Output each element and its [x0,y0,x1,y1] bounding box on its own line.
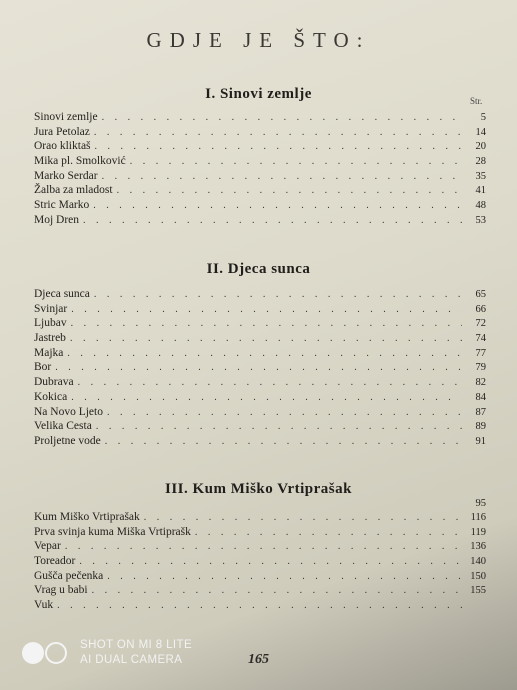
toc-entry [34,598,486,613]
entry-page: 155 [470,585,486,597]
entry-title: Vepar [34,540,61,553]
watermark-line: SHOT ON MI 8 LITE [80,639,193,651]
camera-logo-icon [22,641,66,665]
watermark-text [80,638,192,668]
entry-title: Mika pl. Smolković [34,155,126,168]
entry-title: Kum Miško Vrtiprašak [34,511,140,523]
page-column-label: Str. [470,96,483,106]
entry-title: Dubrava [34,376,74,389]
dot-leader [130,155,462,170]
dot-leader [117,184,462,199]
toc-entry [34,569,486,584]
dot-leader [144,511,462,526]
entry-title: Kokica [34,390,68,403]
toc-entry [34,316,486,331]
entry-title: Na Novo Ljeto [34,405,103,418]
entry-page: 35 [475,170,486,182]
entry-title: Proljetne vode [34,434,101,447]
entry-page: 28 [475,156,486,168]
toc-entry [34,434,486,449]
entry-title: Bor [34,361,52,374]
toc-list [34,287,486,449]
entry-title: Jastreb [34,332,66,345]
dot-leader [107,406,462,421]
page-number: 165 [248,652,269,667]
entry-title: Marko Serdar [34,169,98,182]
watermark-line: AI DUAL CAMERA [80,654,183,666]
dot-leader [65,540,462,555]
dot-leader [70,332,462,347]
entry-title: Prva svinja kuma Miška Vrtiprašk [34,525,191,538]
entry-page: 87 [475,406,486,418]
entry-page: 150 [470,570,486,582]
entry-page: 89 [475,421,486,433]
entry-title: Sinovi zemlje [34,111,98,123]
toc-entry [34,419,486,434]
entry-title: Velika Cesta [34,420,92,433]
section-title: I. Sinovi zemlje [205,86,312,102]
entry-title: Vrag u babi [34,584,88,597]
entry-page: 65 [475,289,486,300]
entry-page: 82 [475,377,486,389]
toc-entry [34,169,486,184]
toc-entry [34,390,486,405]
entry-page: 20 [475,141,486,153]
entry-page: 136 [470,541,486,553]
toc-entry [34,198,486,213]
toc-list [34,110,486,228]
entry-page: 116 [470,512,486,523]
dot-leader [78,376,462,391]
section-start-page: 95 [475,498,486,509]
entry-page: 77 [475,347,486,359]
entry-title: Žalba za mladost [34,184,113,197]
dot-leader [55,361,462,376]
toc-entry [34,539,486,554]
entry-title: Toreador [34,555,76,568]
entry-page: 66 [475,303,486,315]
entry-title: Orao kliktaš [34,140,91,153]
dot-leader [67,347,462,362]
toc-entry [34,287,486,302]
entry-title: Majka [34,346,64,359]
entry-page: 74 [475,333,486,345]
entry-page: 14 [475,126,486,138]
dot-leader [95,140,462,155]
dot-leader [94,288,462,303]
entry-title: Stric Marko [34,199,90,212]
dot-leader [71,391,462,406]
dot-leader [71,317,462,332]
section-title: III. Kum Miško Vrtiprašak [165,481,352,497]
entry-page: 72 [475,318,486,330]
camera-watermark [22,638,192,668]
entry-page: 48 [475,200,486,212]
section-title: II. Djeca sunca [206,261,311,277]
dot-leader [83,214,462,229]
entry-page: 79 [475,362,486,374]
entry-page: 91 [475,435,486,447]
dot-leader [94,126,462,141]
entry-page: 5 [480,112,486,123]
entry-title: Svinjar [34,302,68,315]
dot-leader [93,199,462,214]
entry-title: Gušča pečenka [34,569,104,582]
toc-entry [34,213,486,228]
dot-leader [107,570,462,585]
entry-page: 53 [475,214,486,226]
toc-entry [34,554,486,569]
entry-title: Jura Petolaz [34,125,90,138]
toc-entry [34,346,486,361]
toc-entry [34,125,486,140]
dot-leader [102,170,462,185]
toc-entry [34,302,486,317]
toc-entry [34,360,486,375]
entry-page: 119 [470,526,486,538]
page-heading: GDJE JE ŠTO: [146,28,371,52]
toc-entry [34,375,486,390]
dot-leader [105,435,462,450]
dot-leader [71,303,462,318]
dot-leader [57,599,462,614]
toc-entry [34,331,486,346]
entry-title: Djeca sunca [34,288,90,300]
entry-page: 41 [475,185,486,197]
toc-entry [34,510,486,525]
entry-title: Ljubav [34,317,67,330]
entry-title: Vuk [34,599,54,612]
toc-entry [34,154,486,169]
dot-leader [79,555,462,570]
dot-leader [96,420,462,435]
entry-page: 140 [470,556,486,568]
dot-leader [92,584,462,599]
dot-leader [195,526,462,541]
toc-entry [34,583,486,598]
dot-leader [102,111,462,126]
entry-title: Moj Dren [34,213,80,226]
toc-entry [34,183,486,198]
toc-entry [34,405,486,420]
toc-entry [34,110,486,125]
entry-page: 84 [475,391,486,403]
toc-entry [34,525,486,540]
toc-entry [34,139,486,154]
toc-list [34,510,486,613]
